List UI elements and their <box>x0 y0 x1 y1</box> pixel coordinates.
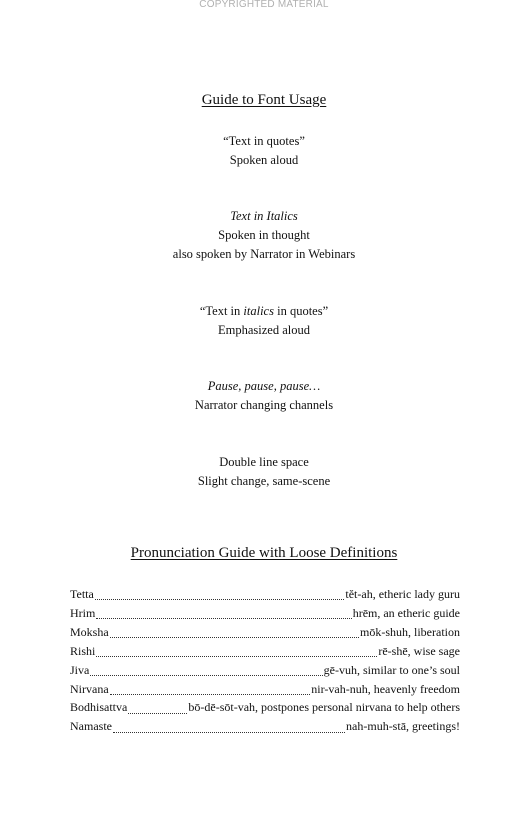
font-description: Spoken aloud <box>229 153 299 167</box>
definition: hrēm, an etheric guide <box>352 605 460 620</box>
term: Jiva <box>70 662 90 677</box>
definition: bō-dē-sōt-vah, postpones personal nirvana to help others <box>188 700 460 715</box>
font-example-double-space <box>0 454 528 470</box>
font-guide-title: Guide to Font Usage <box>201 92 327 108</box>
list-item <box>70 623 460 642</box>
definition: rē-shē, wise sage <box>378 643 460 658</box>
font-example-pause <box>0 378 528 394</box>
dot-leader <box>96 609 351 619</box>
example-text-italic: italics <box>243 304 274 318</box>
term: Rishi <box>70 643 96 658</box>
font-example-italics-in-quotes <box>0 303 528 319</box>
term: Moksha <box>70 624 109 639</box>
definition: tĕt-ah, etheric lady guru <box>345 587 460 601</box>
list-item <box>70 642 460 661</box>
list-item <box>70 698 460 717</box>
example-text-italic: Text in Italics <box>230 209 298 223</box>
list-item <box>70 585 460 604</box>
dot-leader <box>110 628 359 638</box>
definition: gē-vuh, similar to one’s soul <box>323 662 460 677</box>
dot-leader <box>96 647 377 657</box>
font-description: Slight change, same-scene <box>197 474 331 488</box>
list-item <box>70 680 460 699</box>
dot-leader <box>128 704 187 714</box>
font-description: Emphasized aloud <box>218 323 310 337</box>
pronunciation-list <box>70 585 460 736</box>
example-text: “Text in <box>199 304 244 318</box>
example-text: Double line space <box>219 455 309 469</box>
term: Nirvana <box>70 681 109 696</box>
definition: nah-muh-stā, greetings! <box>346 719 460 734</box>
term: Bodhisattva <box>70 700 128 715</box>
list-item <box>70 717 460 736</box>
list-item <box>70 661 460 680</box>
definition: mōk-shuh, liberation <box>360 624 460 639</box>
example-text: in quotes” <box>273 304 329 318</box>
font-description: also spoken by Narrator in Webinars <box>172 247 356 261</box>
font-example-italics <box>0 208 528 224</box>
font-example-quotes <box>0 133 528 149</box>
term: Namaste <box>70 719 112 734</box>
font-description: Narrator changing channels <box>194 398 334 412</box>
dot-leader <box>110 685 311 695</box>
copyright-notice: COPYRIGHTED MATERIAL <box>199 0 329 10</box>
term: Hrim <box>70 605 96 620</box>
dot-leader <box>95 590 345 600</box>
term: Tetta <box>70 587 94 601</box>
list-item <box>70 604 460 623</box>
pronunciation-guide-title: Pronunciation Guide with Loose Definitions <box>130 545 398 561</box>
dot-leader <box>90 666 322 676</box>
definition: nir-vah-nuh, heavenly freedom <box>311 681 460 696</box>
example-text-italic: Pause, pause, pause… <box>207 379 321 393</box>
example-text: “Text in quotes” <box>223 134 305 148</box>
font-description: Spoken in thought <box>218 228 310 242</box>
dot-leader <box>113 723 345 733</box>
